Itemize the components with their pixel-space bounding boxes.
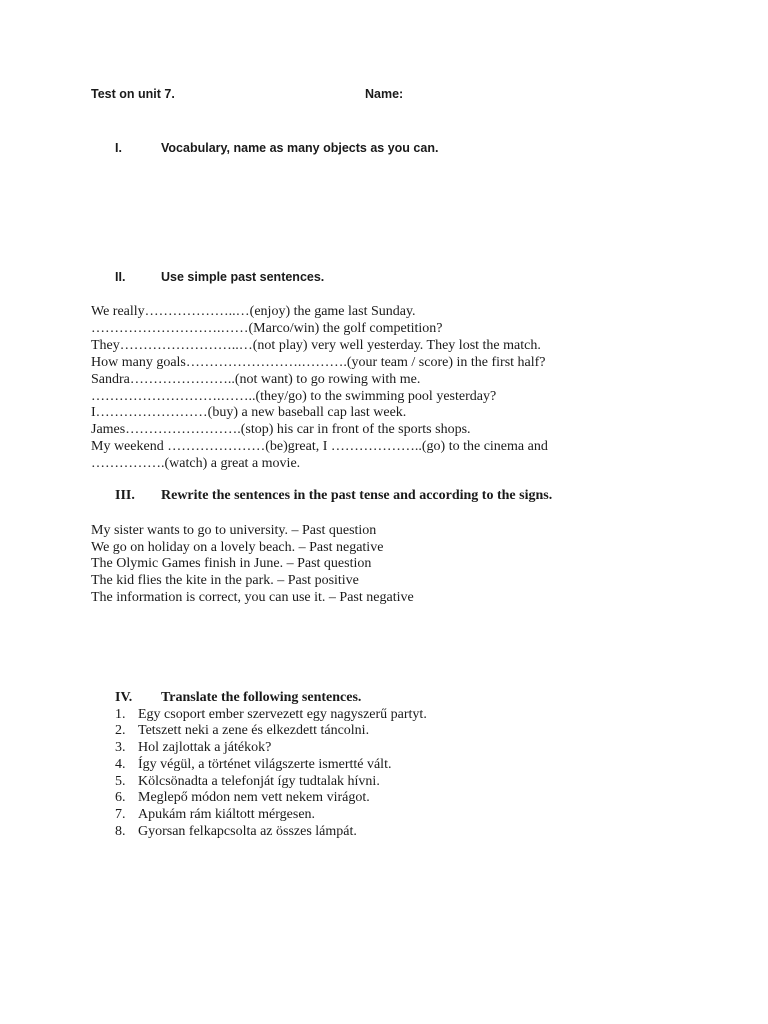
section-3-title: Rewrite the sentences in the past tense and according to the signs.	[161, 488, 553, 503]
exercise-line: My weekend …………………(be)great, I ………………..(go) to the cinema and	[91, 439, 548, 454]
list-item-text: Apukám rám kiáltott mérgesen.	[138, 807, 316, 822]
exercise-line: The Olymic Games finish in June. – Past question	[91, 556, 372, 571]
list-item-text: Gyorsan felkapcsolta az összes lámpát.	[138, 824, 357, 839]
test-title: Test on unit 7.	[91, 87, 175, 101]
exercise-line: My sister wants to go to university. – Past question	[91, 523, 377, 538]
section-2-title: Use simple past sentences.	[161, 270, 325, 284]
exercise-line: They……………………..…(not play) very well yesterday. They lost the match.	[91, 338, 541, 353]
list-item-number: 7.	[115, 807, 126, 822]
section-2-numeral: II.	[115, 270, 126, 284]
list-item-text: Meglepő módon nem vett nekem virágot.	[138, 790, 370, 805]
exercise-line: The kid flies the kite in the park. – Past positive	[91, 573, 359, 588]
exercise-line: How many goals…………………….……….(your team / score) in the first half?	[91, 355, 546, 370]
section-4-title: Translate the following sentences.	[161, 690, 362, 705]
list-item	[0, 707, 768, 724]
list-item	[0, 790, 768, 807]
exercise-line: …………….(watch) a great a movie.	[91, 456, 301, 471]
list-item-number: 5.	[115, 774, 126, 789]
exercise-line: I……………………(buy) a new baseball cap last week.	[91, 405, 407, 420]
name-label: Name:	[365, 87, 404, 101]
list-item-number: 4.	[115, 757, 126, 772]
exercise-line: We really………………..…(enjoy) the game last Sunday.	[91, 304, 416, 319]
list-item	[0, 774, 768, 791]
list-item-text: Így végül, a történet világszerte ismertté vált.	[138, 757, 392, 772]
list-item	[0, 723, 768, 740]
section-4-numeral: IV.	[115, 690, 133, 705]
list-item-number: 8.	[115, 824, 126, 839]
list-item-text: Kölcsönadta a telefonját így tudtalak hívni.	[138, 774, 380, 789]
list-item-number: 6.	[115, 790, 126, 805]
exercise-line: ……………………….……..(they/go) to the swimming pool yesterday?	[91, 389, 497, 404]
exercise-line: Sandra…………………..(not want) to go rowing with me.	[91, 372, 421, 387]
list-item-number: 1.	[115, 707, 126, 722]
list-item	[0, 824, 768, 841]
section-3-numeral: III.	[115, 488, 135, 503]
list-item	[0, 807, 768, 824]
section-1-numeral: I.	[115, 141, 122, 155]
list-item-text: Tetszett neki a zene és elkezdett táncolni.	[138, 723, 370, 738]
list-item	[0, 740, 768, 757]
list-item-text: Hol zajlottak a játékok?	[138, 740, 272, 755]
exercise-line: The information is correct, you can use it. – Past negative	[91, 590, 414, 605]
exercise-line: We go on holiday on a lovely beach. – Past negative	[91, 540, 384, 555]
exercise-line: James…………………….(stop) his car in front of the sports shops.	[91, 422, 471, 437]
list-item-text: Egy csoport ember szervezett egy nagyszerű partyt.	[138, 707, 427, 722]
exercise-line: ……………………….……(Marco/win) the golf competition?	[91, 321, 443, 336]
list-item-number: 2.	[115, 723, 126, 738]
list-item	[0, 757, 768, 774]
list-item-number: 3.	[115, 740, 126, 755]
section-1-title: Vocabulary, name as many objects as you can.	[161, 141, 439, 155]
